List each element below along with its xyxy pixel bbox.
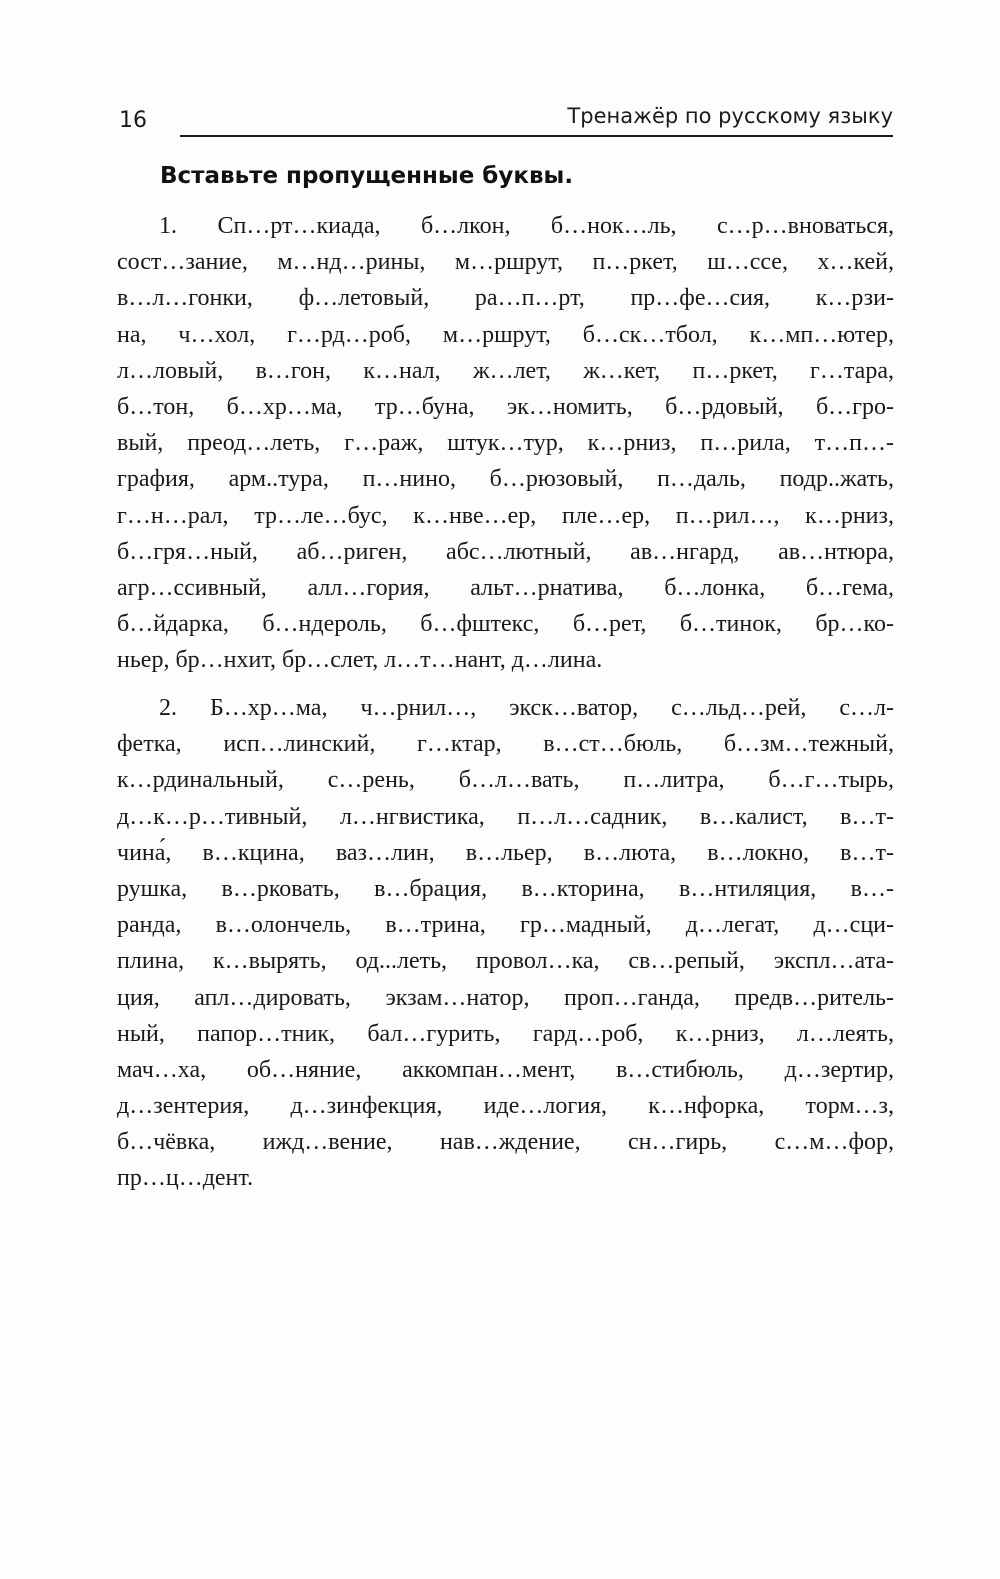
exercise-line: мач…ха, об…няние, аккомпан…мент, в…стибюль, д…зертир, [117,1056,894,1083]
exercise-line: б…тон, б…хр…ма, тр…буна, эк…номить, б…рдовый, б…гро- [117,393,894,420]
exercise-line: ция, апл…дировать, экзам…натор, проп…ганда, предв…ритель- [117,984,894,1011]
exercise-line: к…рдинальный, с…рень, б…л…вать, п…литра, б…г…тырь, [117,767,894,794]
exercise-line: 1. Сп…рт…киада, б…лкон, б…нок…ль, с…р…вноваться, [159,213,894,239]
exercise-line: ранда, в…олончель, в…трина, гр…мадный, д…легат, д…сци- [117,912,894,939]
exercise-line: л…ловый, в…гон, к…нал, ж…лет, ж…кет, п…ркет, г…тара, [117,357,894,384]
exercise-line: пр…ц…дент. [117,1165,254,1192]
exercise-line: д…к…р…тивный, л…нгвистика, п…л…садник, в…калист, в…т- [117,803,894,830]
exercise-1 [117,208,894,678]
exercise-line: ный, папор…тник, бал…гурить, гард…роб, к…рниз, л…леять, [117,1020,894,1047]
exercise-line: на, ч…хол, г…рд…роб, м…ршрут, б…ск…тбол, к…мп…ютер, [117,321,894,348]
exercise-line: в…л…гонки, ф…летовый, ра…п…рт, пр…фе…сия, к…рзи- [117,285,894,312]
page-number: 16 [119,108,147,133]
exercise-line: ньер, бр…нхит, бр…слет, л…т…нант, д…лина. [117,647,603,674]
page-header [117,104,893,138]
exercise-line: б…гря…ный, аб…риген, абс…лютный, ав…нгард, ав…нтюра, [117,538,894,565]
exercise-line: д…зентерия, д…зинфекция, иде…логия, к…нфорка, торм…з, [117,1093,894,1120]
exercise-line: вый, преод…леть, г…раж, штук…тур, к…рниз, п…рила, т…п…- [117,430,894,457]
exercise-line: чина́, в…кцина, ваз…лин, в…льер, в…люта, в…локно, в…т- [117,839,894,866]
exercise-line: фетка, исп…линский, г…ктар, в…ст…бюль, б…зм…тежный, [117,731,894,758]
exercise-line: б…чёвка, ижд…вение, нав…ждение, сн…гирь, с…м…фор, [117,1129,894,1156]
running-title: Тренажёр по русскому языку [567,104,893,128]
exercise-line: 2. Б…хр…ма, ч…рнил…, экск…ватор, с…льд…рей, с…л- [159,695,894,721]
header-rule [180,135,893,137]
exercise-line: сост…зание, м…нд…рины, м…ршрут, п…ркет, ш…ссе, х…кей, [117,249,894,276]
exercise-2 [117,690,894,1197]
exercise-line: б…йдарка, б…ндероль, б…фштекс, б…рет, б…тинок, бр…ко- [117,611,894,638]
task-title: Вставьте пропущенные буквы. [160,163,574,189]
exercise-line: графия, арм..тура, п…нино, б…рюзовый, п…даль, подр..жать, [117,466,894,493]
exercise-line: г…н…рал, тр…ле…бус, к…нве…ер, пле…ер, п…рил…, к…рниз, [117,502,894,529]
exercise-line: рушка, в…рковать, в…брация, в…кторина, в…нтиляция, в…- [117,875,894,902]
exercise-line: плина, к…вырять, од...леть, провол…ка, св…репый, экспл…ата- [117,948,894,975]
exercise-line: агр…ссивный, алл…гория, альт…рнатива, б…лонка, б…гема, [117,574,894,601]
